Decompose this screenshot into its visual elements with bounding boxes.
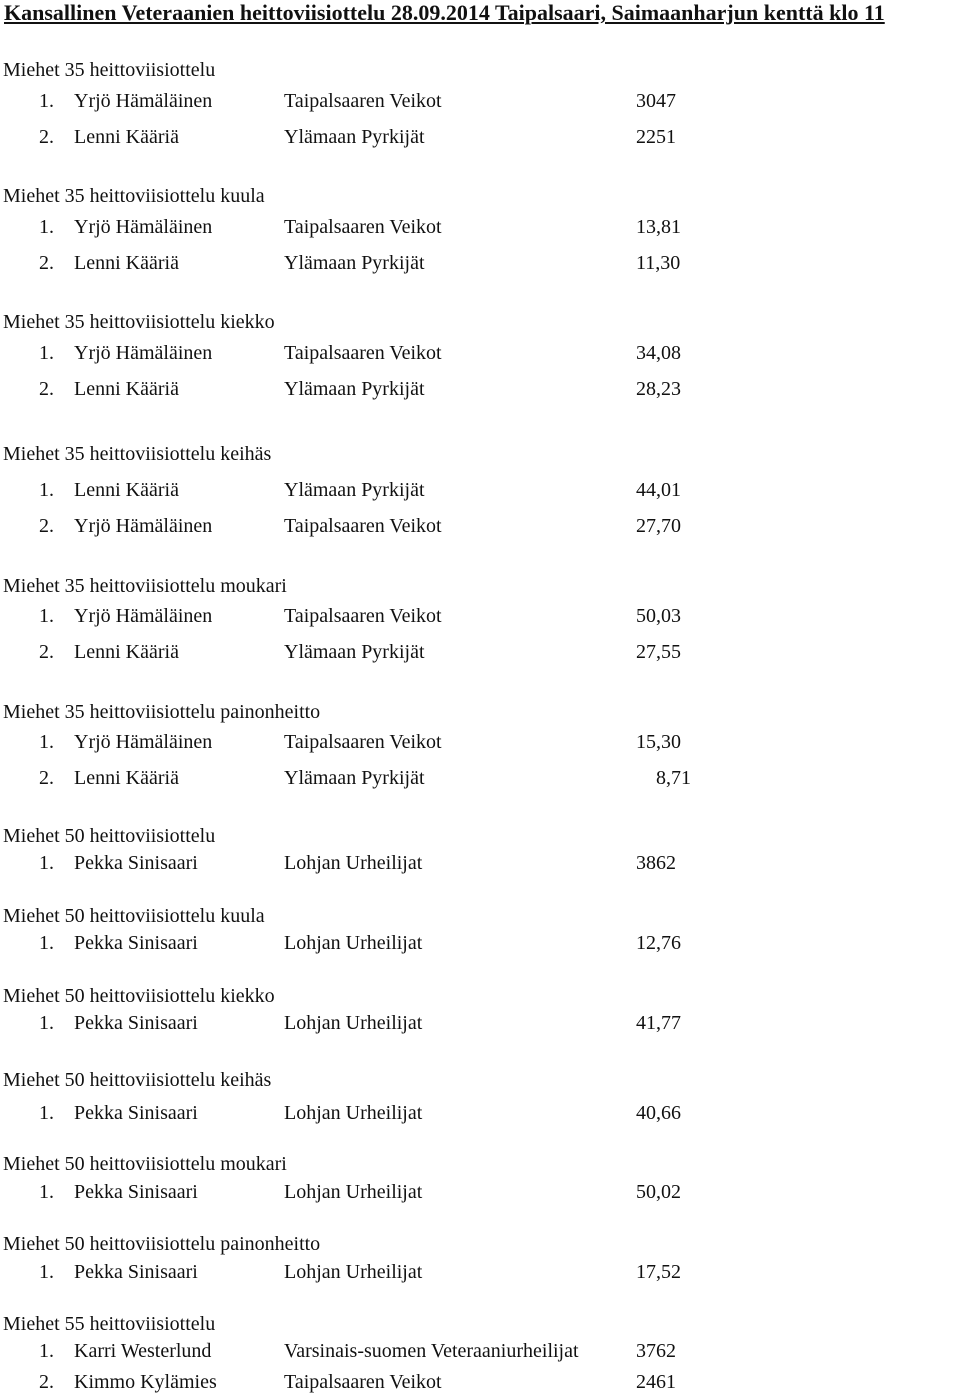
result-row (0, 928, 960, 958)
result-value: 17,52 (636, 1261, 681, 1283)
event-heading: Miehet 35 heittoviisiottelu kiekko (3, 311, 275, 333)
result-rank: 2. (39, 378, 54, 400)
result-value: 27,70 (636, 515, 681, 537)
result-value: 27,55 (636, 641, 681, 663)
result-rank: 1. (39, 1102, 54, 1124)
athlete-name: Pekka Sinisaari (74, 1102, 198, 1124)
result-rank: 2. (39, 641, 54, 663)
event-heading: Miehet 50 heittoviisiottelu (3, 825, 216, 847)
result-row (0, 374, 960, 404)
athlete-name: Lenni Kääriä (74, 126, 179, 148)
result-rank: 2. (39, 767, 54, 789)
result-rank: 2. (39, 515, 54, 537)
event-heading: Miehet 55 heittoviisiottelu (3, 1313, 216, 1335)
club-name: Taipalsaaren Veikot (284, 731, 442, 753)
result-rank: 1. (39, 605, 54, 627)
result-value: 28,23 (636, 378, 681, 400)
athlete-name: Karri Westerlund (74, 1340, 212, 1362)
result-rank: 1. (39, 932, 54, 954)
result-rank: 1. (39, 90, 54, 112)
club-name: Ylämaan Pyrkijät (284, 378, 425, 400)
result-row (0, 1367, 960, 1397)
club-name: Taipalsaaren Veikot (284, 342, 442, 364)
result-value: 41,77 (636, 1012, 681, 1034)
result-row (0, 727, 960, 757)
athlete-name: Pekka Sinisaari (74, 932, 198, 954)
result-row (0, 848, 960, 878)
result-row (0, 1098, 960, 1128)
result-rank: 2. (39, 126, 54, 148)
athlete-name: Yrjö Hämäläinen (74, 731, 213, 753)
result-rank: 1. (39, 342, 54, 364)
club-name: Taipalsaaren Veikot (284, 605, 442, 627)
athlete-name: Lenni Kääriä (74, 252, 179, 274)
athlete-name: Pekka Sinisaari (74, 852, 198, 874)
athlete-name: Pekka Sinisaari (74, 1012, 198, 1034)
club-name: Lohjan Urheilijat (284, 932, 423, 954)
club-name: Ylämaan Pyrkijät (284, 252, 425, 274)
result-value: 15,30 (636, 731, 681, 753)
result-value: 3762 (636, 1340, 676, 1362)
result-row (0, 637, 960, 667)
club-name: Lohjan Urheilijat (284, 1261, 423, 1283)
athlete-name: Kimmo Kylämies (74, 1371, 217, 1393)
result-row (0, 511, 960, 541)
result-row (0, 338, 960, 368)
athlete-name: Lenni Kääriä (74, 378, 179, 400)
result-value: 50,03 (636, 605, 681, 627)
club-name: Lohjan Urheilijat (284, 1012, 423, 1034)
athlete-name: Pekka Sinisaari (74, 1261, 198, 1283)
result-rank: 1. (39, 479, 54, 501)
event-heading: Miehet 50 heittoviisiottelu moukari (3, 1153, 287, 1175)
result-rank: 2. (39, 252, 54, 274)
result-rank: 1. (39, 1340, 54, 1362)
result-row (0, 122, 960, 152)
result-row (0, 1257, 960, 1287)
club-name: Varsinais-suomen Veteraaniurheilijat (284, 1340, 579, 1362)
event-heading: Miehet 50 heittoviisiottelu kuula (3, 905, 265, 927)
result-value: 44,01 (636, 479, 681, 501)
result-value: 13,81 (636, 216, 681, 238)
result-row (0, 1008, 960, 1038)
result-row (0, 763, 960, 793)
athlete-name: Yrjö Hämäläinen (74, 90, 213, 112)
result-value: 2251 (636, 126, 676, 148)
result-rank: 1. (39, 852, 54, 874)
event-heading: Miehet 50 heittoviisiottelu keihäs (3, 1069, 272, 1091)
club-name: Lohjan Urheilijat (284, 1102, 423, 1124)
result-rank: 1. (39, 1012, 54, 1034)
result-rank: 1. (39, 1181, 54, 1203)
result-row (0, 212, 960, 242)
event-heading: Miehet 35 heittoviisiottelu moukari (3, 575, 287, 597)
result-rank: 1. (39, 1261, 54, 1283)
athlete-name: Lenni Kääriä (74, 641, 179, 663)
club-name: Taipalsaaren Veikot (284, 216, 442, 238)
result-row (0, 1177, 960, 1207)
athlete-name: Yrjö Hämäläinen (74, 216, 213, 238)
athlete-name: Pekka Sinisaari (74, 1181, 198, 1203)
club-name: Lohjan Urheilijat (284, 852, 423, 874)
result-row (0, 1336, 960, 1366)
club-name: Taipalsaaren Veikot (284, 90, 442, 112)
result-row (0, 601, 960, 631)
result-value: 3047 (636, 90, 676, 112)
event-heading: Miehet 50 heittoviisiottelu painonheitto (3, 1233, 321, 1255)
club-name: Ylämaan Pyrkijät (284, 767, 425, 789)
page-title: Kansallinen Veteraanien heittoviisiottelu 28.09.2014 Taipalsaari, Saimaanharjun kenttä klo 11 (4, 0, 885, 25)
event-heading: Miehet 50 heittoviisiottelu kiekko (3, 985, 275, 1007)
athlete-name: Yrjö Hämäläinen (74, 515, 213, 537)
event-heading: Miehet 35 heittoviisiottelu keihäs (3, 443, 272, 465)
club-name: Ylämaan Pyrkijät (284, 126, 425, 148)
result-row (0, 248, 960, 278)
result-value: 3862 (636, 852, 676, 874)
result-rank: 1. (39, 731, 54, 753)
result-rank: 1. (39, 216, 54, 238)
result-value: 12,76 (636, 932, 681, 954)
event-heading: Miehet 35 heittoviisiottelu kuula (3, 185, 265, 207)
club-name: Ylämaan Pyrkijät (284, 479, 425, 501)
result-row (0, 475, 960, 505)
athlete-name: Yrjö Hämäläinen (74, 342, 213, 364)
event-heading: Miehet 35 heittoviisiottelu (3, 59, 216, 81)
athlete-name: Lenni Kääriä (74, 767, 179, 789)
event-heading: Miehet 35 heittoviisiottelu painonheitto (3, 701, 321, 723)
club-name: Ylämaan Pyrkijät (284, 641, 425, 663)
result-rank: 2. (39, 1371, 54, 1393)
result-value: 11,30 (636, 252, 681, 274)
result-value: 40,66 (636, 1102, 681, 1124)
club-name: Taipalsaaren Veikot (284, 515, 442, 537)
club-name: Lohjan Urheilijat (284, 1181, 423, 1203)
result-value: 34,08 (636, 342, 681, 364)
club-name: Taipalsaaren Veikot (284, 1371, 442, 1393)
result-value: 8,71 (656, 767, 691, 789)
athlete-name: Lenni Kääriä (74, 479, 179, 501)
result-row (0, 86, 960, 116)
athlete-name: Yrjö Hämäläinen (74, 605, 213, 627)
result-value: 2461 (636, 1371, 676, 1393)
result-value: 50,02 (636, 1181, 681, 1203)
